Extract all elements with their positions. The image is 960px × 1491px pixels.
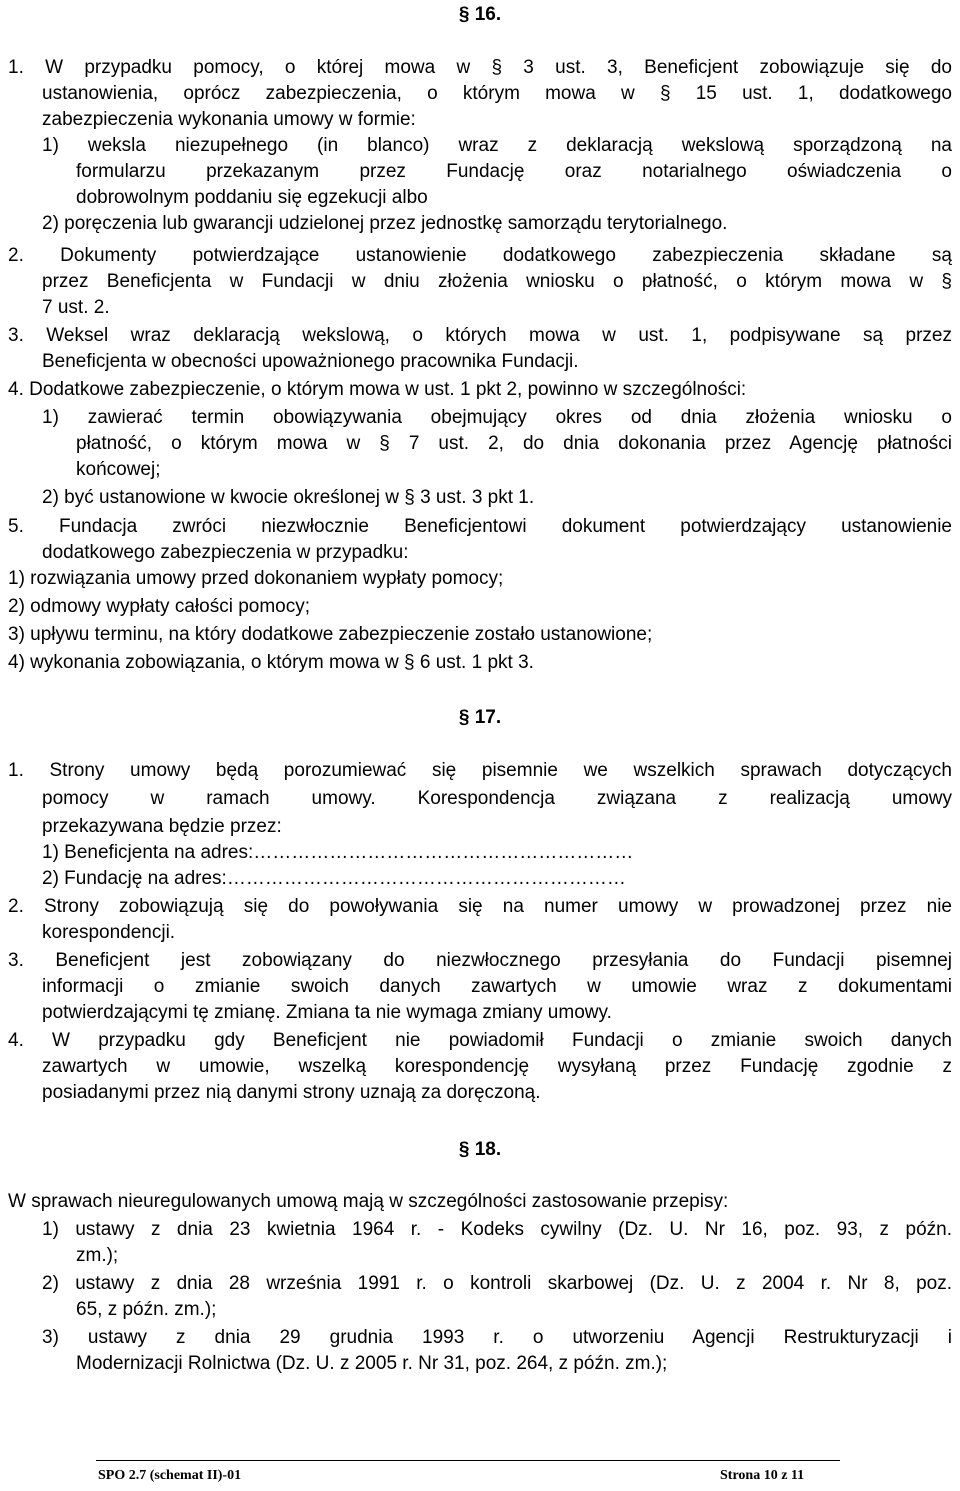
p17-item1-line1: 1. Strony umowy będą porozumiewać się pisemnie we wszelkich sprawach dotyczących xyxy=(8,760,952,781)
p16-item1-line3: zabezpieczenia wykonania umowy w formie: xyxy=(42,109,416,130)
p16-item5-point4: 4) wykonania zobowiązania, o którym mowa w § 6 ust. 1 pkt 3. xyxy=(8,652,534,673)
p17-item4-line2: zawartych w umowie, wszelką korespondencję wysyłaną przez Fundację zgodnie z xyxy=(42,1056,952,1077)
p16-item5-point3: 3) upływu terminu, na który dodatkowe zabezpieczenie zostało ustanowione; xyxy=(8,624,653,645)
p16-item3-line2: Beneficjenta w obecności upoważnionego pracownika Fundacji. xyxy=(42,351,579,372)
p16-item3-line1: 3. Weksel wraz deklaracją wekslową, o których mowa w ust. 1, podpisywane są przez xyxy=(8,325,952,346)
footer-page-number: Strona 10 z 11 xyxy=(720,1468,805,1483)
p18-point3-line2: Modernizacji Rolnictwa (Dz. U. z 2005 r. Nr 31, poz. 264, z późn. zm.); xyxy=(76,1353,668,1374)
p16-item5-point2: 2) odmowy wypłaty całości pomocy; xyxy=(8,596,310,617)
p16-item4-point2: 2) być ustanowione w kwocie określonej w § 3 ust. 3 pkt 1. xyxy=(42,487,535,508)
p18-point2-line1: 2) ustawy z dnia 28 września 1991 r. o kontroli skarbowej (Dz. U. z 2004 r. Nr 8, poz. xyxy=(42,1273,952,1294)
footer-divider xyxy=(96,1460,840,1461)
p17-item4-line3: posiadanymi przez nią danymi strony uznają za doręczoną. xyxy=(42,1082,541,1103)
p17-item3-line3: potwierdzającymi tę zmianę. Zmiana ta nie wymaga zmiany umowy. xyxy=(42,1002,612,1023)
p16-item4-point1-line2: płatność, o którym mowa w § 7 ust. 2, do dnia dokonania przez Agencję płatności xyxy=(76,433,952,454)
p16-item4-point1-line3: końcowej; xyxy=(76,459,161,480)
p16-item2-line1: 2. Dokumenty potwierdzające ustanowienie dodatkowego zabezpieczenia składane są xyxy=(8,245,952,266)
p18-point2-line2: 65, z późn. zm.); xyxy=(76,1299,217,1320)
section-heading-17: § 17. xyxy=(458,707,502,728)
p16-item4-point1-line1: 1) zawierać termin obowiązywania obejmujący okres od dnia złożenia wniosku o xyxy=(42,407,952,428)
footer-document-code: SPO 2.7 (schemat II)-01 xyxy=(98,1468,242,1483)
p18-point3-line1: 3) ustawy z dnia 29 grudnia 1993 r. o utworzeniu Agencji Restrukturyzacji i xyxy=(42,1327,952,1348)
p17-item1-line2: pomocy w ramach umowy. Korespondencja związana z realizacją umowy xyxy=(42,788,952,809)
p16-item5-line1: 5. Fundacja zwróci niezwłocznie Beneficjentowi dokument potwierdzający ustanowienie xyxy=(8,516,952,537)
p16-item1-line1: 1. W przypadku pomocy, o której mowa w § 3 ust. 3, Beneficjent zobowiązuje się do xyxy=(8,57,952,78)
p17-item2-line2: korespondencji. xyxy=(42,922,176,943)
p16-item2-line2: przez Beneficjenta w Fundacji w dniu złożenia wniosku o płatność, o którym mowa w § xyxy=(42,271,952,292)
p16-item1-point1-line1: 1) weksla niezupełnego (in blanco) wraz z deklaracją wekslową sporządzoną na xyxy=(42,135,952,156)
p17-item3-line1: 3. Beneficjent jest zobowiązany do niezwłocznego przesyłania do Fundacji pisemnej xyxy=(8,950,952,971)
p16-item1-point1-line3: dobrowolnym poddaniu się egzekucji albo xyxy=(76,187,428,208)
p18-intro: W sprawach nieuregulowanych umową mają w szczególności zastosowanie przepisy: xyxy=(8,1191,729,1212)
p17-item1-point1: 1) Beneficjenta na adres:…………………………………………………… xyxy=(42,842,634,863)
p17-item2-line1: 2. Strony zobowiązują się do powoływania się na numer umowy w prowadzonej przez nie xyxy=(8,896,952,917)
section-heading-16: § 16. xyxy=(458,4,502,25)
section-heading-18: § 18. xyxy=(458,1139,502,1160)
p16-item4-line1: 4. Dodatkowe zabezpieczenie, o którym mowa w ust. 1 pkt 2, powinno w szczególności: xyxy=(8,379,747,400)
p16-item1-line2: ustanowienia, oprócz zabezpieczenia, o którym mowa w § 15 ust. 1, dodatkowego xyxy=(42,83,952,104)
p16-item5-line2: dodatkowego zabezpieczenia w przypadku: xyxy=(42,542,409,563)
p17-item4-line1: 4. W przypadku gdy Beneficjent nie powiadomił Fundacji o zmianie swoich danych xyxy=(8,1030,952,1051)
p16-item5-point1: 1) rozwiązania umowy przed dokonaniem wypłaty pomocy; xyxy=(8,568,504,589)
p16-item1-point1-line2: formularzu przekazanym przez Fundację oraz notarialnego oświadczenia o xyxy=(76,161,952,182)
p17-item1-point2: 2) Fundację na adres:……………………………………………………… xyxy=(42,868,626,889)
p17-item3-line2: informacji o zmianie swoich danych zawartych w umowie wraz z dokumentami xyxy=(42,976,952,997)
p17-item1-line3: przekazywana będzie przez: xyxy=(42,816,282,837)
p16-item2-line3: 7 ust. 2. xyxy=(42,297,110,318)
p18-point1-line2: zm.); xyxy=(76,1245,119,1266)
p18-point1-line1: 1) ustawy z dnia 23 kwietnia 1964 r. - Kodeks cywilny (Dz. U. Nr 16, poz. 93, z późn. xyxy=(42,1219,952,1240)
p16-item1-point2: 2) poręczenia lub gwarancji udzielonej przez jednostkę samorządu terytorialnego. xyxy=(42,213,728,234)
